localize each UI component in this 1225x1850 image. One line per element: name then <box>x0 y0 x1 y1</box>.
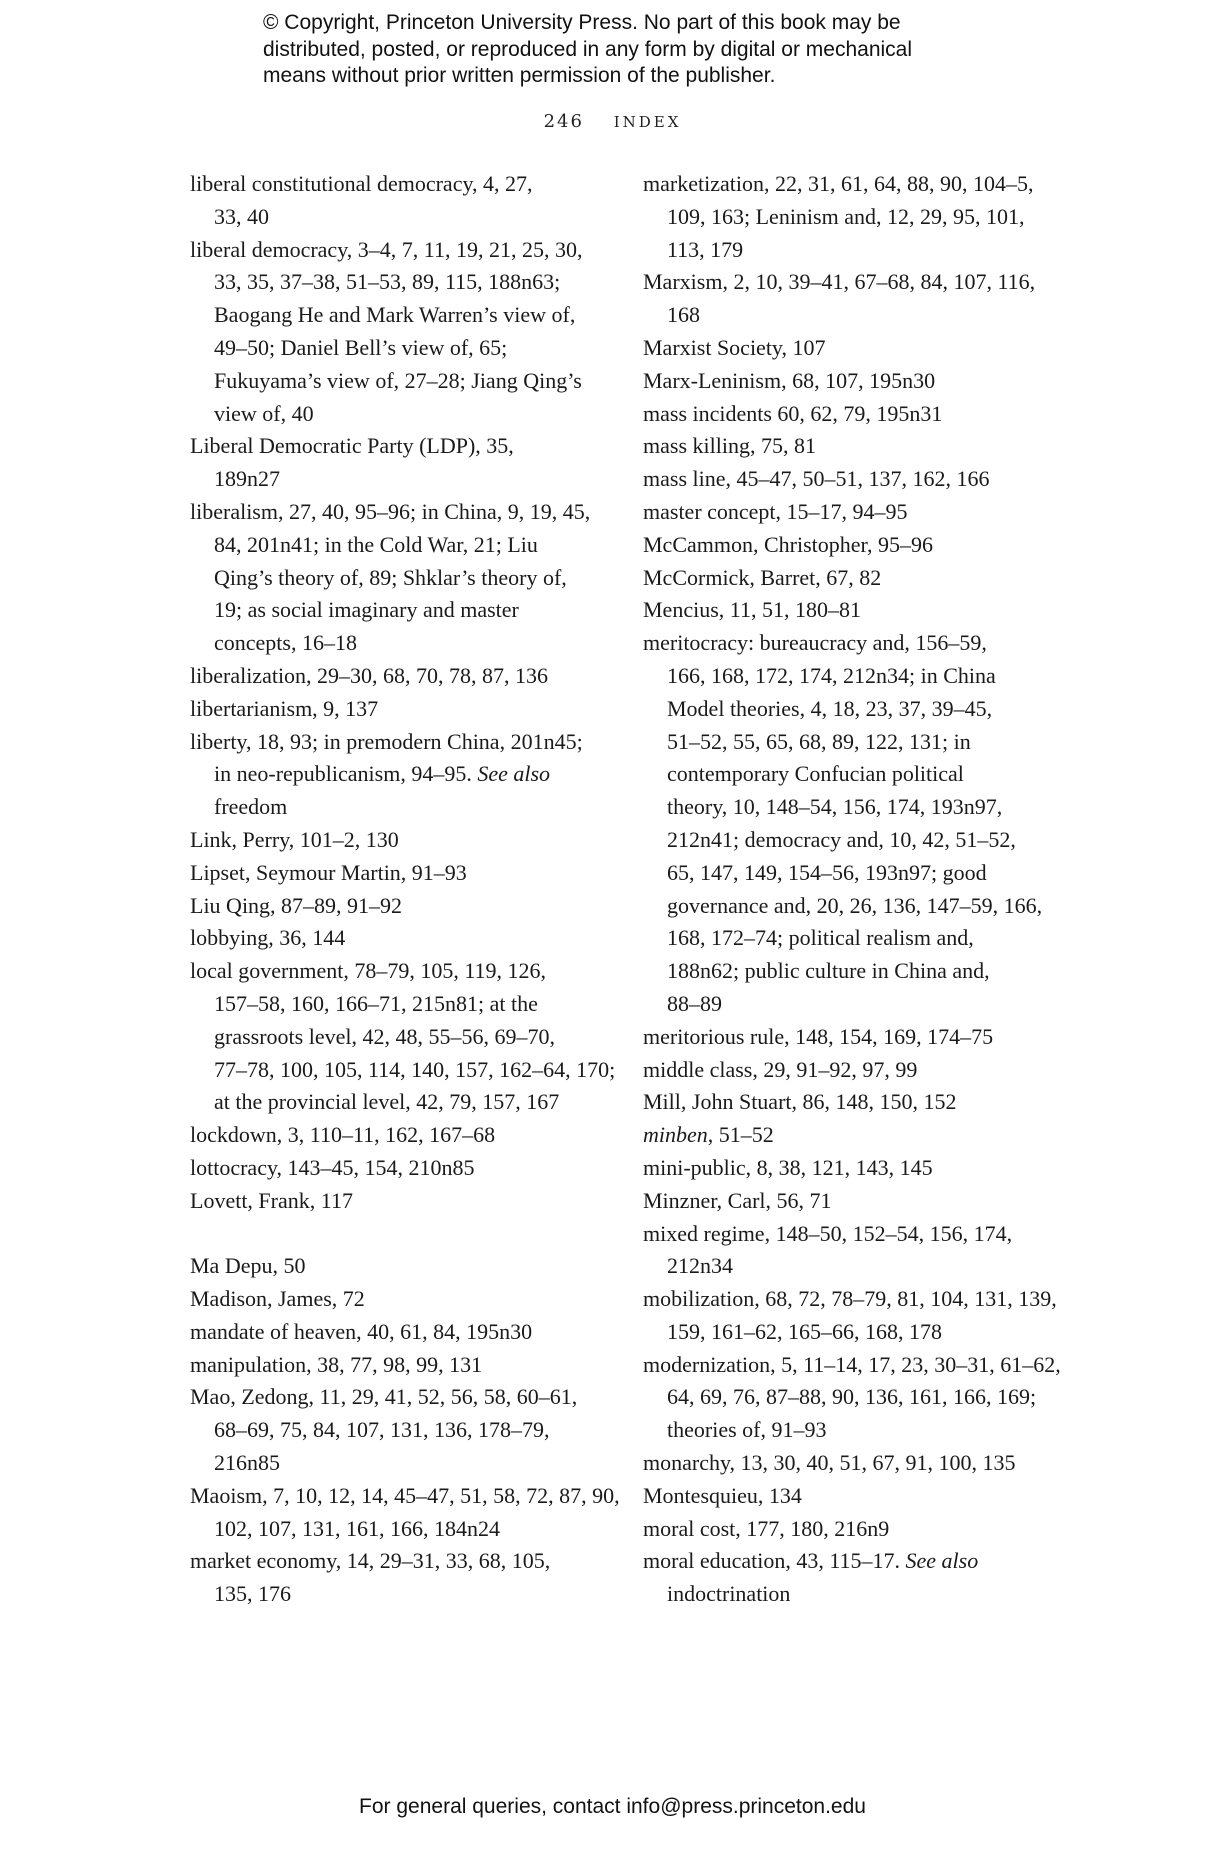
index-entry: moral cost, 177, 180, 216n9 <box>643 1515 890 1541</box>
index-entry-continuation: concepts, 16–18 <box>214 630 357 656</box>
index-entry: monarchy, 13, 30, 40, 51, 67, 91, 100, 135 <box>643 1450 1016 1476</box>
index-entry: meritocracy: bureaucracy and, 156–59, <box>643 630 987 656</box>
section-title: INDEX <box>613 113 682 131</box>
page-number: 246 <box>543 111 584 132</box>
index-entry: lockdown, 3, 110–11, 162, 167–68 <box>190 1122 496 1148</box>
index-entry: local government, 78–79, 105, 119, 126, <box>190 958 547 984</box>
index-entry: Lipset, Seymour Martin, 91–93 <box>190 859 467 885</box>
index-entry-continuation: 113, 179 <box>667 236 744 262</box>
index-entry: lobbying, 36, 144 <box>190 925 346 951</box>
index-entry-continuation: theory, 10, 148–54, 156, 174, 193n97, <box>667 794 1003 820</box>
index-letter-gap <box>190 1218 610 1251</box>
index-column-left <box>190 168 620 1611</box>
index-entry: mandate of heaven, 40, 61, 84, 195n30 <box>190 1318 533 1344</box>
index-entry: market economy, 14, 29–31, 33, 68, 105, <box>190 1548 551 1574</box>
index-entry-continuation: 212n34 <box>667 1253 733 1279</box>
index-entry-continuation: 88–89 <box>667 990 722 1016</box>
index-entry-continuation: 109, 163; Leninism and, 12, 29, 95, 101, <box>667 203 1025 229</box>
index-entry: marketization, 22, 31, 61, 64, 88, 90, 104–5, <box>643 171 1034 196</box>
index-entry: Minzner, Carl, 56, 71 <box>643 1187 832 1213</box>
index-entry-continuation: 166, 168, 172, 174, 212n34; in China <box>667 662 996 688</box>
copyright-line: distributed, posted, or reproduced in any form by digital or mechanical <box>263 37 913 61</box>
index-entry: Ma Depu, 50 <box>190 1253 306 1279</box>
index-entry-continuation: 49–50; Daniel Bell’s view of, 65; <box>214 334 508 360</box>
index-entry-continuation: 51–52, 55, 65, 68, 89, 122, 131; in <box>667 728 971 754</box>
index-entry: liberal constitutional democracy, 4, 27, <box>190 171 533 196</box>
index-entry-continuation: Qing’s theory of, 89; Shklar’s theory of, <box>214 564 567 590</box>
index-entry-continuation: 168, 172–74; political realism and, <box>667 925 974 951</box>
index-entry: mass line, 45–47, 50–51, 137, 162, 166 <box>643 466 990 492</box>
index-entry: Marxist Society, 107 <box>643 334 826 360</box>
running-head <box>0 111 1225 132</box>
index-entry-continuation: indoctrination <box>667 1581 791 1607</box>
index-entry-continuation: 189n27 <box>214 466 280 492</box>
index-entry: mixed regime, 148–50, 152–54, 156, 174, <box>643 1220 1013 1246</box>
index-entry-continuation: at the provincial level, 42, 79, 157, 167 <box>214 1089 560 1115</box>
index-entry: mass killing, 75, 81 <box>643 433 816 459</box>
index-entry-continuation: grassroots level, 42, 48, 55–56, 69–70, <box>214 1023 555 1049</box>
index-entry: Marx-Leninism, 68, 107, 195n30 <box>643 367 936 393</box>
index-entry: master concept, 15–17, 94–95 <box>643 498 908 524</box>
index-entry-continuation: view of, 40 <box>214 400 314 426</box>
index-entry: McCammon, Christopher, 95–96 <box>643 531 933 557</box>
index-entry: Mao, Zedong, 11, 29, 41, 52, 56, 58, 60–61, <box>190 1384 578 1410</box>
index-entry: Maoism, 7, 10, 12, 14, 45–47, 51, 58, 72, 87, 90, <box>190 1482 620 1508</box>
index-entry-continuation: theories of, 91–93 <box>667 1417 827 1443</box>
index-entry: Mencius, 11, 51, 180–81 <box>643 597 861 623</box>
index-entry-continuation: 19; as social imaginary and master <box>214 597 519 623</box>
index-entry: liberty, 18, 93; in premodern China, 201n45; <box>190 728 583 754</box>
index-entry: mass incidents 60, 62, 79, 195n31 <box>643 400 943 426</box>
index-entry: libertarianism, 9, 137 <box>190 695 379 721</box>
index-entry: Liberal Democratic Party (LDP), 35, <box>190 433 514 459</box>
index-entry: middle class, 29, 91–92, 97, 99 <box>643 1056 918 1082</box>
index-entry-continuation: governance and, 20, 26, 136, 147–59, 166, <box>667 892 1043 918</box>
index-entry-continuation: 68–69, 75, 84, 107, 131, 136, 178–79, <box>214 1417 550 1443</box>
index-entry: mobilization, 68, 72, 78–79, 81, 104, 131, 139, <box>643 1286 1057 1312</box>
index-entry: minben, 51–52 <box>643 1122 774 1148</box>
index-entry-continuation: Fukuyama’s view of, 27–28; Jiang Qing’s <box>214 367 582 393</box>
index-entry-continuation: 102, 107, 131, 161, 166, 184n24 <box>214 1515 500 1541</box>
index-entry: liberalism, 27, 40, 95–96; in China, 9, 19, 45, <box>190 498 591 524</box>
index-entry-continuation: Model theories, 4, 18, 23, 37, 39–45, <box>667 695 993 721</box>
copyright-notice <box>263 10 1023 90</box>
copyright-line: © Copyright, Princeton University Press. No part of this book may be <box>263 11 901 34</box>
index-entry-continuation: 77–78, 100, 105, 114, 140, 157, 162–64, 170; <box>214 1056 616 1082</box>
index-entry-continuation: Baogang He and Mark Warren’s view of, <box>214 302 576 328</box>
index-entry-continuation: 33, 35, 37–38, 51–53, 89, 115, 188n63; <box>214 269 561 295</box>
index-entry-continuation: 135, 176 <box>214 1581 291 1607</box>
index-entry: Link, Perry, 101–2, 130 <box>190 826 399 852</box>
index-entry: Lovett, Frank, 117 <box>190 1187 353 1213</box>
index-entry-continuation: 168 <box>667 302 700 328</box>
index-entry-continuation: freedom <box>214 794 288 820</box>
index-entry: liberalization, 29–30, 68, 70, 78, 87, 136 <box>190 662 549 688</box>
index-entry: mini-public, 8, 38, 121, 143, 145 <box>643 1154 933 1180</box>
index-entry-continuation: 84, 201n41; in the Cold War, 21; Liu <box>214 531 538 557</box>
index-entry-continuation: 65, 147, 149, 154–56, 193n97; good <box>667 859 987 885</box>
index-entry-continuation: 33, 40 <box>214 203 269 229</box>
footer-contact: For general queries, contact info@press.princeton.edu <box>359 1795 866 1818</box>
index-entry: Montesquieu, 134 <box>643 1482 802 1508</box>
index-entry-continuation: 216n85 <box>214 1450 280 1476</box>
index-entry-continuation: 157–58, 160, 166–71, 215n81; at the <box>214 990 538 1016</box>
index-entry-continuation: in neo-republicanism, 94–95. See also <box>214 761 551 787</box>
index-entry: modernization, 5, 11–14, 17, 23, 30–31, 61–62, <box>643 1351 1061 1377</box>
index-entry: manipulation, 38, 77, 98, 99, 131 <box>190 1351 483 1377</box>
index-entry-continuation: 188n62; public culture in China and, <box>667 958 990 984</box>
index-entry: moral education, 43, 115–17. See also <box>643 1548 979 1574</box>
index-entry-continuation: 64, 69, 76, 87–88, 90, 136, 161, 166, 169; <box>667 1384 1037 1410</box>
index-entry-continuation: 159, 161–62, 165–66, 168, 178 <box>667 1318 942 1344</box>
index-entry: liberal democracy, 3–4, 7, 11, 19, 21, 25, 30, <box>190 236 583 262</box>
copyright-line: means without prior written permission of the publisher. <box>263 64 776 87</box>
index-entry: meritorious rule, 148, 154, 169, 174–75 <box>643 1023 994 1049</box>
index-entry-continuation: contemporary Confucian political <box>667 761 964 787</box>
index-entry: lottocracy, 143–45, 154, 210n85 <box>190 1154 475 1180</box>
index-entry: McCormick, Barret, 67, 82 <box>643 564 882 590</box>
index-entry: Liu Qing, 87–89, 91–92 <box>190 892 403 918</box>
index-entry: Madison, James, 72 <box>190 1286 365 1312</box>
index-column-right <box>643 168 1083 1611</box>
index-entry: Marxism, 2, 10, 39–41, 67–68, 84, 107, 116, <box>643 269 1036 295</box>
index-entry: Mill, John Stuart, 86, 148, 150, 152 <box>643 1089 957 1115</box>
index-entry-continuation: 212n41; democracy and, 10, 42, 51–52, <box>667 826 1016 852</box>
